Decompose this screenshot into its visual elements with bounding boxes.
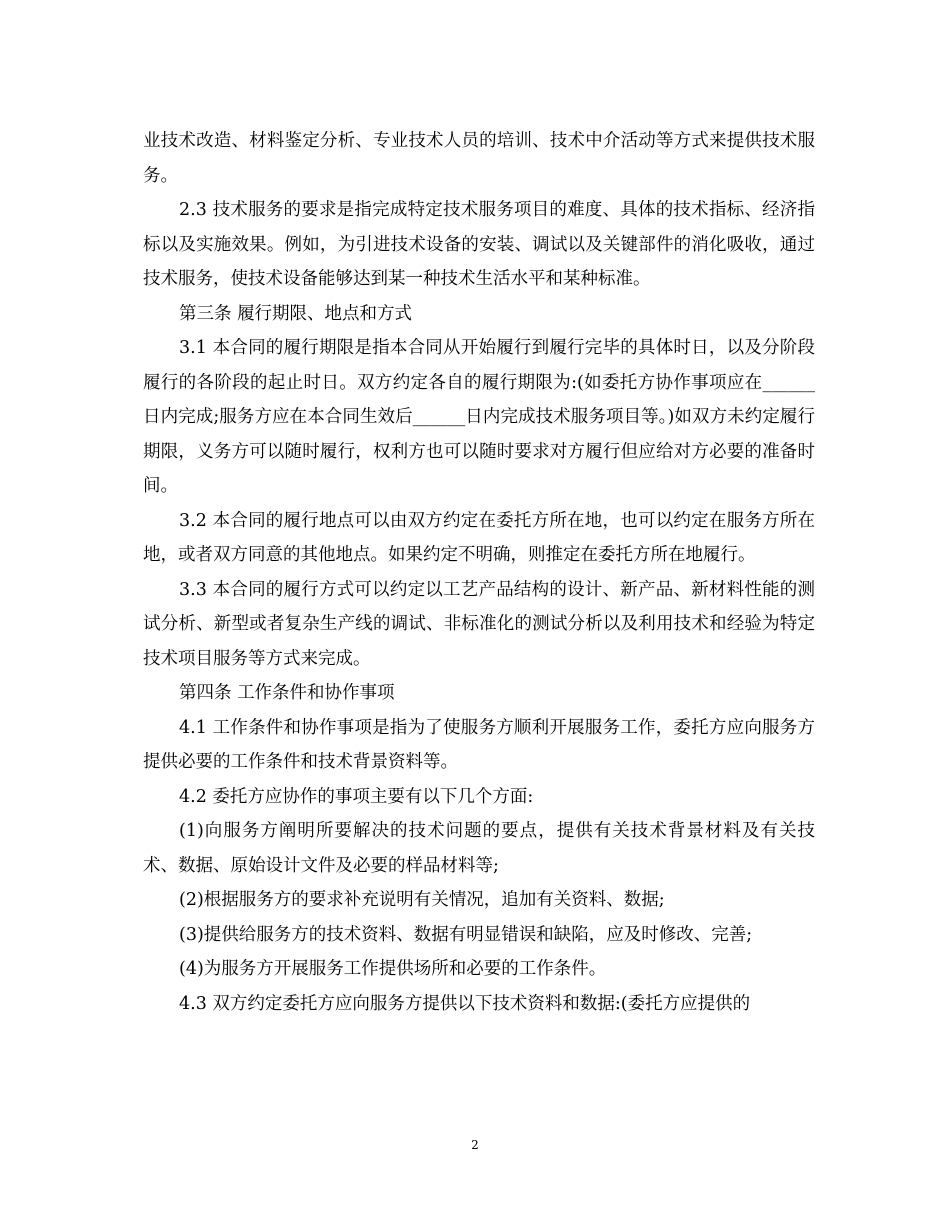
page-number: 2	[471, 1138, 479, 1152]
paragraph-1: 业技术改造、材料鉴定分析、专业技术人员的培训、技术中介活动等方式来提供技术服务。	[143, 131, 815, 186]
paragraph-2-3: 2.3 技术服务的要求是指完成特定技术服务项目的难度、具体的技术指标、经济指标以及实施效果。例如，为引进技术设备的安装、调试以及关键部件的消化吸收，通过技术服务，使技术设备能够达到某一种技术生活水平和某种标准。	[143, 200, 815, 289]
paragraph-4-1: 4.1 工作条件和协作事项是指为了使服务方顺利开展服务工作，委托方应向服务方提供必要的工作条件和技术背景资料等。	[143, 717, 815, 772]
list-item-1: (1)向服务方阐明所要解决的技术问题的要点，提供有关技术背景材料及有关技术、数据、原始设计文件及必要的样品材料等;	[143, 821, 815, 876]
paragraph-3-1: 3.1 本合同的履行期限是指本合同从开始履行到履行完毕的具体时日，以及分阶段履行的各阶段的起止时日。双方约定各自的履行期限为:(如委托方协作事项应在______日内完成;服务方应在本合同生效后______日内完成技术服务项目等。)如双方未约定履行期限，义务方可以随时履行，权利方也可以随时要求对方履行但应给对方必要的准备时间。	[143, 338, 815, 496]
list-item-4: (4)为服务方开展服务工作提供场所和必要的工作条件。	[179, 959, 607, 979]
paragraph-3-2: 3.2 本合同的履行地点可以由双方约定在委托方所在地，也可以约定在服务方所在地，或者双方同意的其他地点。如果约定不明确，则推定在委托方所在地履行。	[143, 510, 815, 565]
list-item-2: (2)根据服务方的要求补充说明有关情况，追加有关资料、数据;	[179, 890, 665, 910]
list-item-3: (3)提供给服务方的技术资料、数据有明显错误和缺陷，应及时修改、完善;	[179, 924, 753, 945]
article-3-heading: 第三条 履行期限、地点和方式	[179, 303, 413, 324]
paragraph-4-3: 4.3 双方约定委托方应向服务方提供以下技术资料和数据:(委托方应提供的	[179, 993, 751, 1014]
article-4-heading: 第四条 工作条件和协作事项	[179, 683, 395, 703]
paragraph-4-2: 4.2 委托方应协作的事项主要有以下几个方面:	[179, 786, 534, 807]
document-body	[143, 124, 815, 1021]
paragraph-3-3: 3.3 本合同的履行方式可以约定以工艺产品结构的设计、新产品、新材料性能的测试分析、新型或者复杂生产线的调试、非标准化的测试分析以及利用技术和经验为特定技术项目服务等方式来完成。	[143, 579, 815, 669]
